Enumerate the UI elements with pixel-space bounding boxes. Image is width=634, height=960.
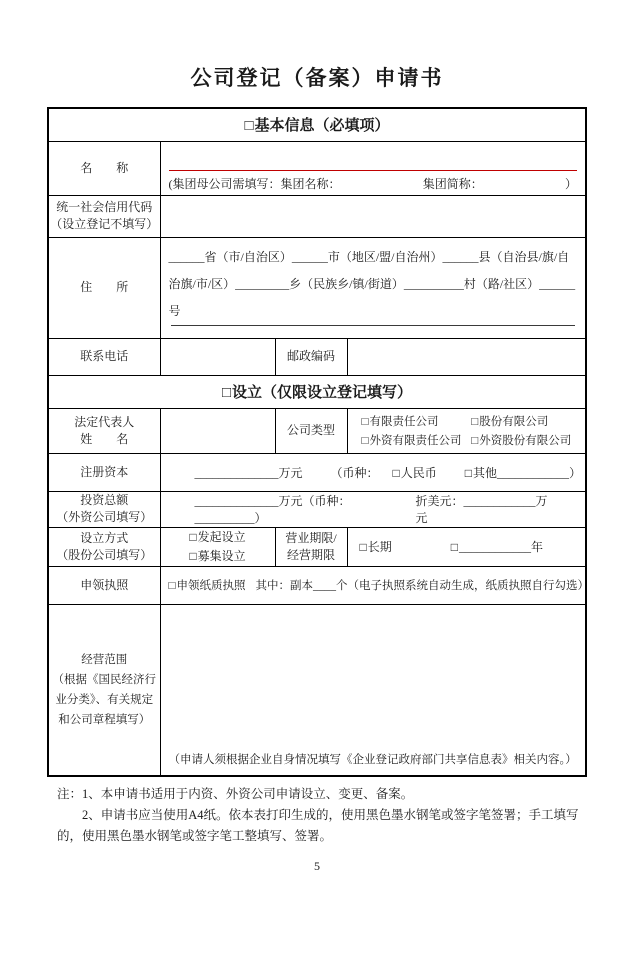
investment-label [48, 491, 160, 527]
establishment-section-title: 设立（仅限设立登记填写） [232, 384, 413, 401]
rmb-label: 人民币 [400, 465, 437, 480]
longterm-label: 长期 [367, 540, 392, 554]
investment-amount-blank[interactable]: ______________万元（币种：__________） [194, 494, 351, 525]
business-period-label-line1: 营业期限/ [285, 530, 337, 545]
joint-stock-checkbox[interactable]: □ [471, 416, 479, 428]
option-rmb [393, 466, 437, 480]
legal-rep-label-line1: 法定代表人 [74, 414, 135, 429]
investment-usd-blank[interactable]: 折美元：____________万元 [415, 494, 548, 525]
option-joint-stock [471, 413, 581, 429]
legal-rep-label-line2: 姓 名 [80, 431, 129, 446]
foreign-joint-stock-label: 外资股份有限公司 [479, 435, 572, 447]
footer-note-1: 注：1、本申请书适用于内资、外资公司申请设立、变更、备案。 [57, 786, 414, 801]
currency-suffix: ） [569, 465, 582, 480]
footer-note-2: 2、申请书应当使用A4纸。依本表打印生成的，使用黑色墨水钢笔或签字笔签署；手工填写的，使用黑色墨水钢笔或签字笔工整填写、签署。 [57, 807, 579, 843]
postal-value-cell[interactable] [347, 338, 586, 375]
option-limited-liability [362, 413, 472, 429]
legal-rep-label [48, 408, 160, 453]
page-number: 5 [314, 858, 320, 873]
option-foreign-limited [362, 432, 472, 448]
investment-label-line1: 投资总额 [80, 493, 129, 507]
option-longterm [360, 538, 392, 555]
group-name-note: (集团母公司需填写：集团名称： [168, 177, 341, 191]
business-scope-note: （申请人须根据企业自身情况填写《企业登记政府部门共享信息表》相关内容。） [168, 753, 577, 766]
address-input-line[interactable] [171, 325, 576, 326]
basic-section-header [48, 108, 586, 141]
investment-label-line2: （外资公司填写） [56, 510, 153, 524]
credit-code-label [48, 195, 160, 237]
phone-label: 联系电话 [48, 338, 160, 375]
credit-code-label-line2: （设立登记不填写） [50, 217, 159, 231]
initiate-label: 发起设立 [197, 529, 246, 544]
investment-cell [160, 491, 586, 527]
address-label: 住 所 [48, 237, 160, 338]
establish-method-label-line1: 设立方式 [80, 530, 129, 545]
rmb-checkbox[interactable]: □ [392, 465, 400, 480]
name-input-line[interactable] [169, 144, 578, 171]
license-label: 申领执照 [48, 566, 160, 604]
foreign-joint-stock-checkbox[interactable]: □ [471, 435, 479, 447]
basic-section-title: 基本信息（必填项） [254, 117, 390, 135]
establishment-section-header [48, 375, 586, 408]
group-shortname-note: 集团简称： [422, 177, 483, 191]
business-scope-label-line3: 业分类》、有关规定 [55, 693, 154, 706]
option-fixed-years [451, 538, 543, 555]
foreign-limited-label: 外资有限责任公司 [369, 435, 462, 447]
registered-capital-label: 注册资本 [48, 453, 160, 491]
business-period-label [275, 527, 347, 566]
fixed-years-label: ____________年 [459, 540, 544, 554]
fixed-years-checkbox[interactable]: □ [450, 540, 458, 554]
establish-method-label-line2: （股份公司填写） [56, 547, 153, 562]
currency-prefix: （币种： [330, 465, 379, 480]
establish-method-label [48, 527, 160, 566]
footer-notes [57, 784, 581, 847]
limited-liability-checkbox[interactable]: □ [361, 416, 369, 428]
joint-stock-label: 股份有限公司 [479, 416, 549, 428]
initiate-checkbox[interactable]: □ [189, 529, 197, 544]
phone-value-cell[interactable] [160, 338, 275, 375]
name-label: 名 称 [48, 141, 160, 195]
other-currency-checkbox[interactable]: □ [464, 465, 473, 480]
business-scope-label-line4: 和公司章程填写） [58, 713, 151, 726]
company-type-options-cell [347, 408, 586, 453]
paper-license-checkbox[interactable]: □ [168, 580, 176, 592]
establishment-section-checkbox[interactable]: □ [221, 384, 232, 401]
company-type-label: 公司类型 [275, 408, 347, 453]
credit-code-label-line1: 统一社会信用代码 [56, 200, 153, 214]
option-foreign-joint-stock [471, 432, 581, 448]
group-note [167, 171, 580, 194]
license-copies-detail: 其中：副本____个（电子执照系统自动生成，纸质执照自行勾选） [255, 580, 589, 592]
establish-method-options-cell [160, 527, 275, 566]
basic-section-checkbox[interactable]: □ [244, 117, 254, 135]
option-initiate [189, 528, 245, 547]
longterm-checkbox[interactable]: □ [359, 540, 367, 554]
option-other-currency [465, 466, 569, 480]
limited-liability-label: 有限责任公司 [369, 416, 439, 428]
address-cell [160, 237, 586, 338]
option-raise [189, 547, 245, 566]
other-currency-label: 其他____________ [473, 465, 570, 480]
paper-license-label: 申领纸质执照 [176, 580, 246, 592]
business-scope-label-line2: （根据《国民经济行 [52, 673, 156, 686]
legal-rep-name-cell[interactable] [160, 408, 275, 453]
business-period-options-cell [347, 527, 586, 566]
address-template-text: ______省（市/自治区）______市（地区/盟/自治州）______县（自治县/旗/自治旗/市/区）_________乡（民族乡/镇/街道）__________村（路/社区）______号 [168, 249, 576, 318]
registered-capital-cell [160, 453, 586, 491]
business-scope-label [48, 604, 160, 776]
credit-code-value-cell[interactable] [160, 195, 586, 237]
raise-label: 募集设立 [197, 548, 246, 563]
name-cell [160, 141, 586, 195]
option-paper-license [169, 580, 246, 592]
business-period-label-line2: 经营期限 [286, 547, 335, 562]
postal-label: 邮政编码 [275, 338, 347, 375]
raise-checkbox[interactable]: □ [189, 548, 197, 563]
page-title: 公司登记（备案）申请书 [190, 65, 444, 90]
foreign-limited-checkbox[interactable]: □ [361, 435, 369, 447]
capital-amount-blank[interactable]: ______________万元 [194, 465, 303, 480]
business-scope-label-line1: 经营范围 [81, 653, 128, 666]
group-note-close: ） [564, 177, 577, 191]
license-cell [160, 566, 589, 604]
application-form-table [47, 107, 587, 777]
business-scope-cell[interactable] [160, 604, 586, 776]
